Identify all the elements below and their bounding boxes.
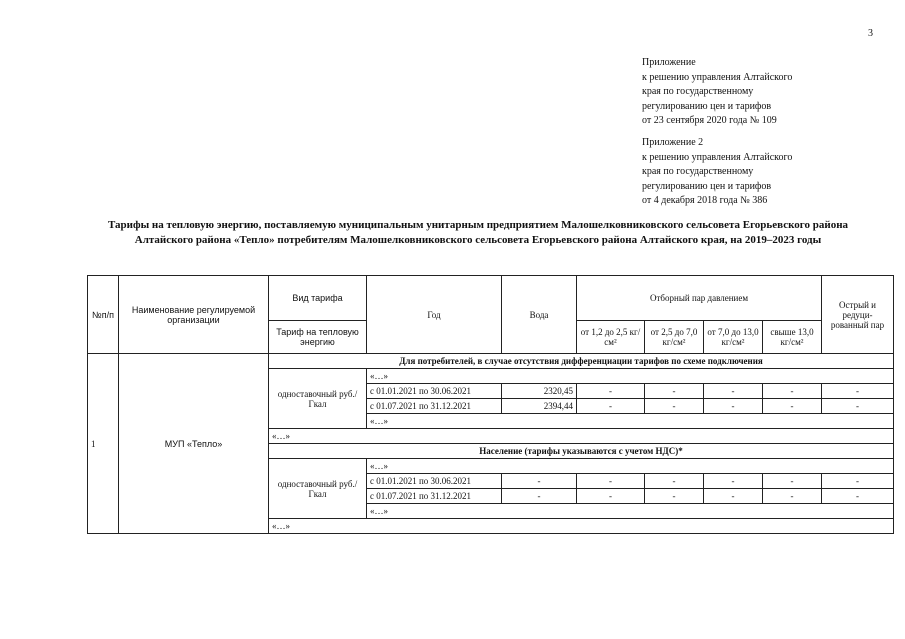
value-cell: -	[704, 399, 763, 414]
header-steam-col: свыше 13,0 кг/см²	[763, 321, 822, 354]
water-cell: -	[502, 474, 577, 489]
header-num: №п/п	[88, 276, 119, 354]
header-steam-col: от 1,2 до 2,5 кг/см²	[577, 321, 645, 354]
header-steam-col: от 2,5 до 7,0 кг/см²	[645, 321, 704, 354]
appendix-1-line: от 23 сентября 2020 года № 109	[642, 115, 777, 126]
water-cell: 2394,44	[502, 399, 577, 414]
page-number: 3	[868, 28, 873, 39]
period-cell: с 01.01.2021 по 30.06.2021	[367, 384, 502, 399]
appendix-1-block	[642, 56, 882, 129]
section-1-title: Для потребителей, в случае отсутствия дифференциации тарифов по схеме подключения	[269, 354, 894, 369]
water-cell: -	[502, 489, 577, 504]
section-2-title: Население (тарифы указываются с учетом НДС)*	[269, 444, 894, 459]
value-cell: -	[704, 384, 763, 399]
header-steam-col: от 7,0 до 13,0 кг/см²	[704, 321, 763, 354]
value-cell: -	[763, 384, 822, 399]
appendix-2-line: Приложение 2	[642, 137, 704, 148]
value-cell: -	[645, 399, 704, 414]
header-steam: Отборный пар давлением	[577, 276, 822, 321]
header-water: Вода	[502, 276, 577, 354]
value-cell: -	[704, 474, 763, 489]
value-cell: -	[645, 489, 704, 504]
value-cell: -	[577, 384, 645, 399]
value-cell: -	[704, 489, 763, 504]
value-cell: -	[822, 384, 894, 399]
value-cell: -	[822, 474, 894, 489]
appendix-1-line: к решению управления Алтайского	[642, 71, 793, 83]
ellipsis: «…»	[367, 459, 894, 474]
section-1-tariff-type: одноставочный руб./Гкал	[269, 369, 367, 429]
ellipsis: «…»	[269, 429, 894, 444]
period-cell: с 01.01.2021 по 30.06.2021	[367, 474, 502, 489]
ellipsis: «…»	[269, 519, 894, 534]
appendix-1-line: края по государственному	[642, 86, 754, 97]
header-org: Наименование регулируемой организации	[119, 276, 269, 354]
appendix-2-line: от 4 декабря 2018 года № 386	[642, 195, 768, 206]
document-title: Тарифы на тепловую энергию, поставляемую муниципальным унитарным предприятием Малошелковниковского сельсовета Егорьевского района Алтайского района «Тепло» потребителям Малошелковниковского сельсовета Егорьевского района Алтайского края, на 2019–2023 годы	[107, 219, 849, 246]
appendix-2-line: края по государственному	[642, 166, 754, 177]
value-cell: -	[577, 489, 645, 504]
period-cell: с 01.07.2021 по 31.12.2021	[367, 399, 502, 414]
value-cell: -	[577, 399, 645, 414]
value-cell: -	[822, 399, 894, 414]
header-tariff-type: Вид тарифа	[269, 276, 367, 321]
header-sharp-steam: Острый и редуци-рованный пар	[822, 276, 894, 354]
appendix-2-line: регулированию цен и тарифов	[642, 180, 772, 192]
value-cell: -	[645, 474, 704, 489]
organization-name: МУП «Тепло»	[119, 354, 269, 534]
value-cell: -	[763, 474, 822, 489]
appendix-2-block	[642, 136, 882, 209]
value-cell: -	[645, 384, 704, 399]
appendix-1-line: регулированию цен и тарифов	[642, 100, 772, 112]
ellipsis: «…»	[367, 369, 894, 384]
header-year: Год	[367, 276, 502, 354]
ellipsis: «…»	[367, 414, 894, 429]
appendix-2-line: к решению управления Алтайского	[642, 151, 793, 163]
value-cell: -	[763, 489, 822, 504]
value-cell: -	[822, 489, 894, 504]
tariff-table	[87, 275, 894, 534]
header-tariff-subtype: Тариф на тепловую энергию	[269, 321, 367, 354]
period-cell: с 01.07.2021 по 31.12.2021	[367, 489, 502, 504]
row-number: 1	[88, 354, 119, 534]
section-2-tariff-type: одноставочный руб./Гкал	[269, 459, 367, 519]
value-cell: -	[763, 399, 822, 414]
ellipsis: «…»	[367, 504, 894, 519]
water-cell: 2320,45	[502, 384, 577, 399]
appendix-1-line: Приложение	[642, 57, 696, 68]
value-cell: -	[577, 474, 645, 489]
